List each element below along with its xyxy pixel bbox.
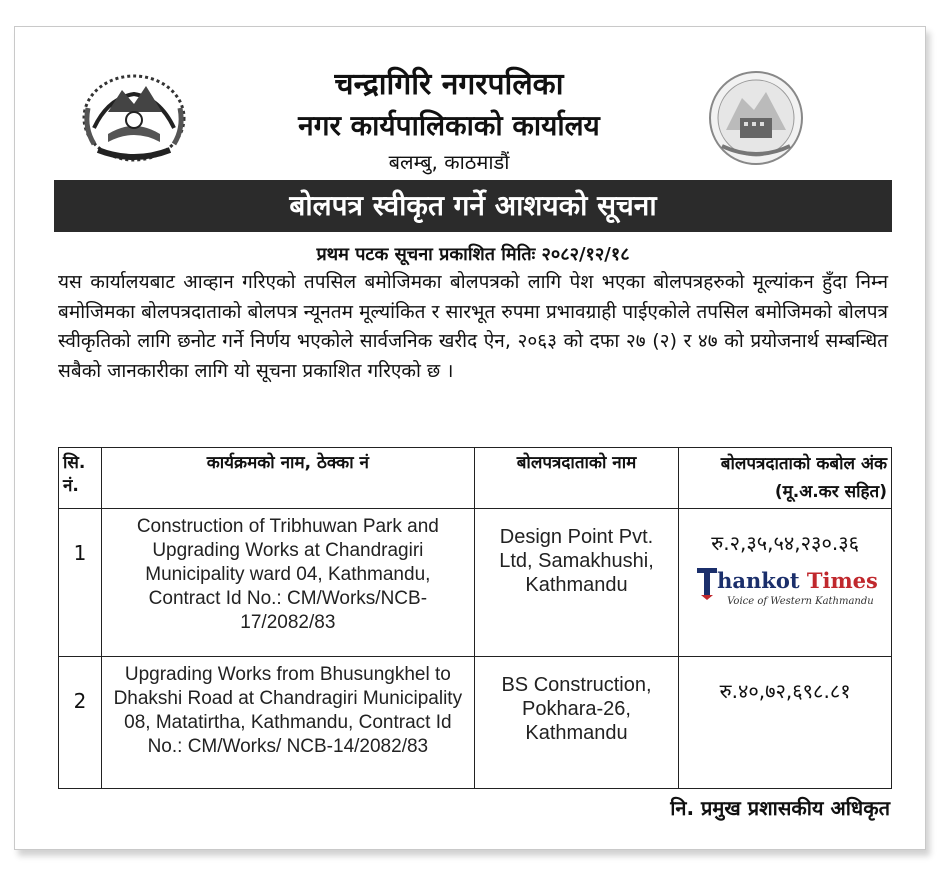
watermark-name: hankot Times	[717, 568, 878, 593]
office-address: बलम्बु, काठमाडौं	[388, 150, 510, 174]
thankot-times-logo-icon	[695, 566, 719, 600]
watermark-tagline: Voice of Western Kathmandu	[727, 596, 874, 607]
thankot-times-watermark	[695, 566, 878, 616]
row-work: Construction of Tribhuwan Park and Upgrading Works at Chandragiri Municipality ward 04, Kathmandu, Contract Id No.: CM/Works/NCB-17/2082/83	[101, 509, 474, 657]
office-title-executive: नगर कार्यपालिकाको कार्यालय	[298, 109, 600, 142]
table-row	[59, 509, 892, 657]
publication-date: प्रथम पटक सूचना प्रकाशित मितिः २०८२/१२/१८	[316, 244, 630, 265]
row-sn: 1	[59, 509, 102, 657]
notice-body: यस कार्यालयबाट आव्हान गरिएको तपसिल बमोजिमका बोलपत्रको लागि पेश भएका बोलपत्रहरुको मूल्यांकन हुँदा निम्न बमोजिमका बोलपत्रदाताको बोलपत्र न्यूनतम मूल्यांकित र सारभूत रुपमा प्रभावग्राही पाईएकोले तपसिल बमोजिमको बोलपत्र स्वीकृतिको लागि छनोट गर्ने निर्णय भएकोले सार्वजनिक खरीद ऐन, २०६३ को दफा २७ (२) र ४७ को प्रयोजनार्थ सम्बन्धित सबैको जानकारीका लागि यो सूचना प्रकाशित गरिएको छ ।	[58, 271, 888, 382]
notice-banner: बोलपत्र स्वीकृत गर्ने आशयको सूचना	[54, 180, 892, 232]
header-amount: बोलपत्रदाताको कबोल अंक (मू.अ.कर सहित)	[679, 448, 892, 509]
table-header-row	[59, 448, 892, 509]
row-amount: रु.२,३५,५४,२३०.३६	[711, 531, 859, 555]
row-sn: 2	[59, 657, 102, 789]
row-amount-cell	[679, 509, 892, 657]
table-row	[59, 657, 892, 789]
header-sn: सि. नं.	[59, 448, 102, 509]
signatory-title: नि. प्रमुख प्रशासकीय अधिकृत	[670, 796, 890, 820]
row-work: Upgrading Works from Bhusungkhel to Dhakshi Road at Chandragiri Municipality 08, Matatirtha, Kathmandu, Contract Id No.: CM/Works/ NCB-14/2082/83	[101, 657, 474, 789]
tender-table	[58, 447, 892, 789]
office-title-municipality: चन्द्रागिरि नगरपलिका	[334, 67, 564, 102]
nepal-government-emblem-icon	[78, 68, 190, 168]
municipality-seal-icon	[708, 70, 804, 166]
row-amount: रु.४०,७२,६९८.८१	[679, 657, 892, 789]
header-work: कार्यक्रमको नाम, ठेक्का नं	[101, 448, 474, 509]
notice-content	[44, 52, 894, 836]
header-bidder: बोलपत्रदाताको नाम	[474, 448, 678, 509]
row-bidder: Design Point Pvt. Ltd, Samakhushi, Kathmandu	[474, 509, 678, 657]
row-bidder: BS Construction, Pokhara-26, Kathmandu	[474, 657, 678, 789]
